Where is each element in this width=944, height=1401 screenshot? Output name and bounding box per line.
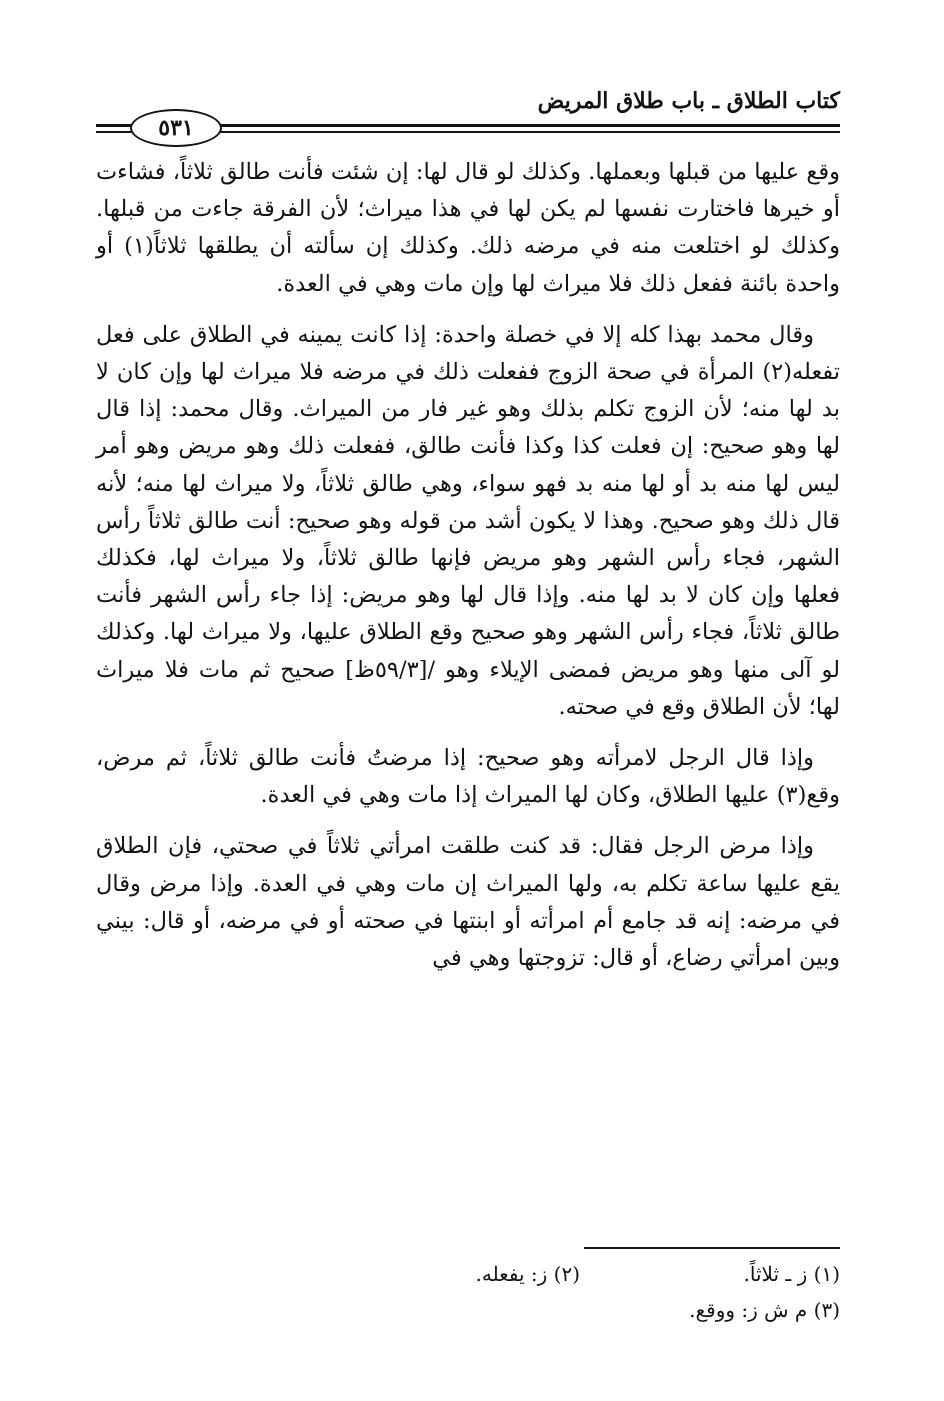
paragraph: وقال محمد بهذا كله إلا في خصلة واحدة: إذا كانت يمينه في الطلاق على فعل تفعله(٢) المرأة في صحة الزوج ففعلت ذلك في مرضه فلا ميراث لها وإن كان لا بد لها منه؛ لأن الزوج تكلم بذلك وهو غير فار من الميراث. وقال محمد: إذا قال لها وهو صحيح: إن فعلت كذا وكذا فأنت طالق، ففعلت ذلك وهو مريض وهو أمر ليس لها منه بد أو لها منه بد فهو سواء، وهي طالق ثلاثاً، ولا ميراث لها منه؛ لأنه قال ذلك وهو صحيح. وهذا لا يكون أشد من قوله وهو صحيح: أنت طالق ثلاثاً رأس الشهر، فجاء رأس الشهر وهو مريض فإنها طالق ثلاثاً، ولا ميراث لها، فكذلك فعلها وإن كان لا بد لها منه. وإذا قال لها وهو مريض: إذا جاء رأس الشهر فأنت طالق ثلاثاً، فجاء رأس الشهر وهو صحيح وقع الطلاق عليها، ولا ميراث لها. وكذلك لو آلى منها وهو مريض فمضى الإيلاء وهو /[٥٩/٣ظ] صحيح ثم مات فلا ميراث لها؛ لأن الطلاق وقع في صحته. (96, 321, 840, 720)
paragraph: وقع عليها من قبلها وبعملها. وكذلك لو قال لها: إن شئت فأنت طالق ثلاثاً، فشاءت أو خيرها فاختارت نفسها لم يكن لها في هذا ميراث؛ لأن الفرقة جاءت من قبلها. وكذلك لو اختلعت منه في مرضه ذلك. وكذلك إن سألته أن يطلقها ثلاثاً(١) أو واحدة بائنة ففعل ذلك فلا ميراث لها وإن مات وهي في العدة. (96, 159, 840, 297)
footnote-row (96, 1292, 840, 1328)
footnote-2: (٢) ز: يفعله. (475, 1262, 580, 1286)
paragraph: وإذا قال الرجل لامرأته وهو صحيح: إذا مرضتُ فأنت طالق ثلاثاً، ثم مرض، وقع(٣) عليها الطلاق، وكان لها الميراث إذا مات وهي في العدة. (96, 745, 840, 809)
footnotes (96, 1256, 840, 1328)
footnote-1: (١) ز ـ ثلاثاً. (743, 1262, 840, 1286)
footnote-row (96, 1256, 840, 1292)
running-title: كتاب الطلاق ـ باب طلاق المريض (537, 88, 840, 114)
page-number-badge (130, 109, 222, 147)
footnote-divider (584, 1247, 840, 1249)
footnote-3: (٣) م ش ز: ووقع. (689, 1298, 840, 1322)
paragraph: وإذا مرض الرجل فقال: قد كنت طلقت امرأتي ثلاثاً في صحتي، فإن الطلاق يقع عليها ساعة تكلم به، ولها الميراث إن مات وهي في العدة. وإذا مرض وقال في مرضه: إنه قد جامع أم امرأته أو ابنتها في صحته أو في مرضه، أو قال: بيني وبين امرأتي رضاع، أو قال: تزوجتها وهي في (96, 833, 840, 972)
page-number: ٥٣١ (158, 115, 194, 141)
body-text (96, 154, 840, 991)
